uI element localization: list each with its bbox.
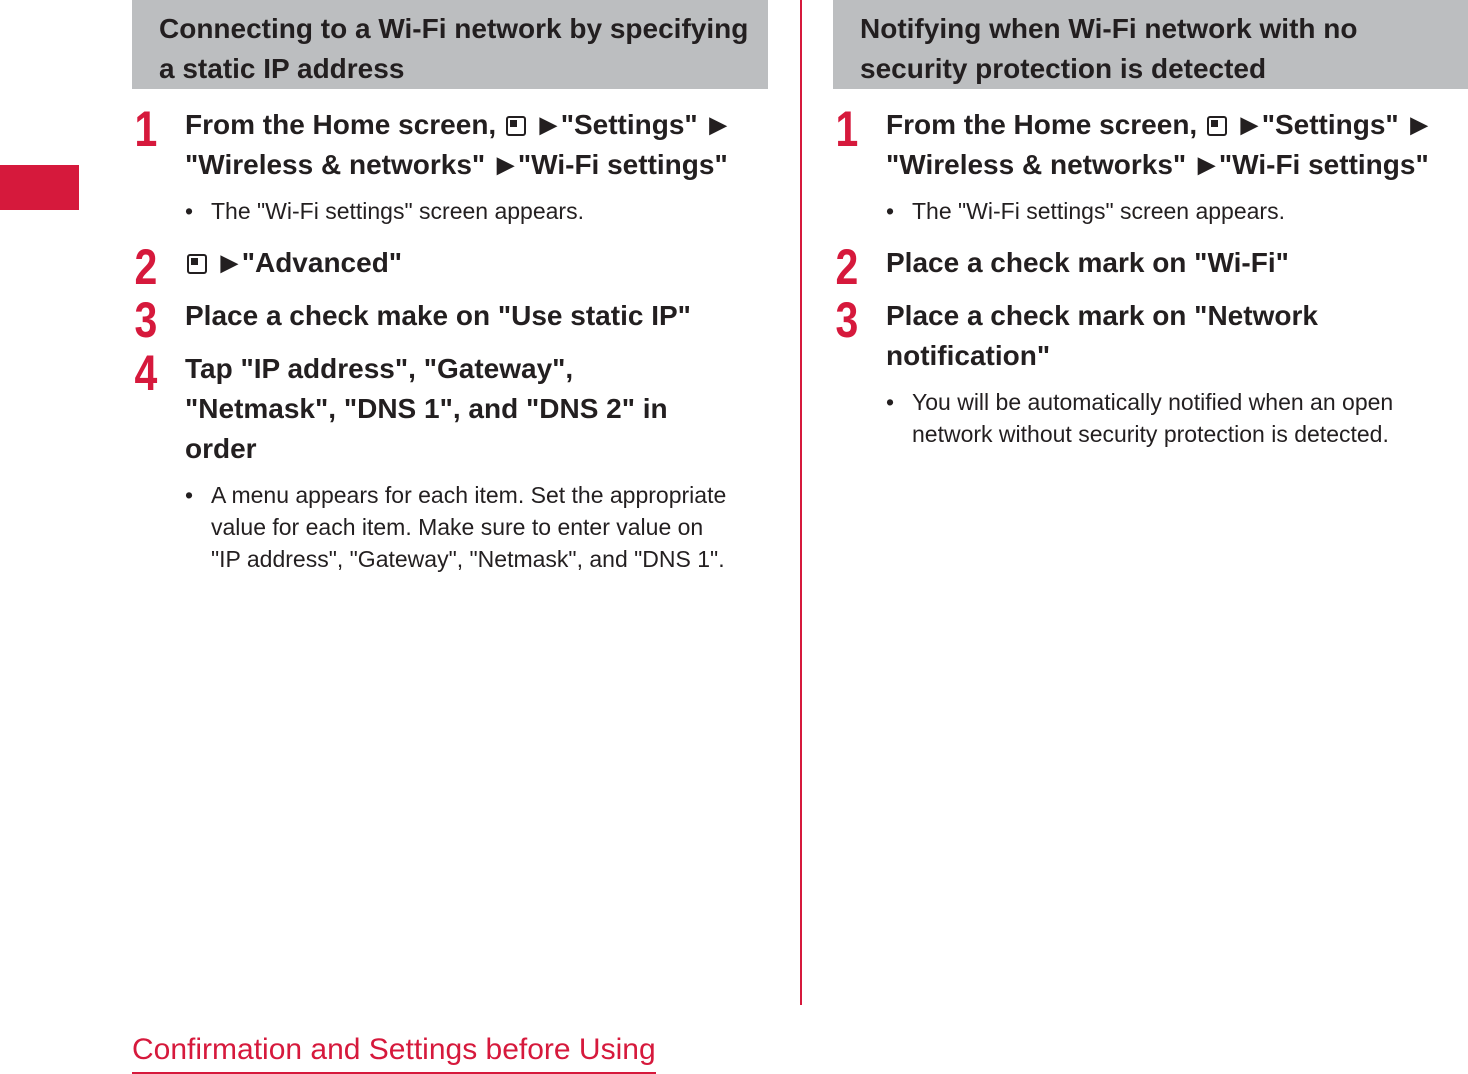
- arrow-icon: ▶: [539, 112, 557, 137]
- arrow-icon: ▶: [1240, 112, 1258, 137]
- step-2-static-ip: [132, 239, 768, 295]
- step-instruction: Tap "IP address", "Gateway", "Netmask", "DNS 1", and "DNS 2" in order: [185, 353, 668, 464]
- note-text: The "Wi-Fi settings" screen appears.: [912, 198, 1285, 224]
- menu-key-icon: [1207, 116, 1227, 136]
- bullet-icon: •: [886, 198, 895, 224]
- step-note: [185, 479, 768, 575]
- step-instruction: [185, 105, 768, 185]
- step-3-static-ip: [132, 292, 768, 348]
- step-instruction: Place a check mark on "Wi-Fi": [886, 247, 1289, 278]
- bullet-icon: •: [185, 482, 194, 508]
- arrow-icon: ▶: [220, 250, 238, 275]
- step-text: "Settings": [560, 109, 698, 140]
- menu-key-icon: [187, 254, 207, 274]
- step-text: "Wi-Fi settings": [1218, 149, 1429, 180]
- section-heading-static-ip: Connecting to a Wi-Fi network by specifying a static IP address: [132, 0, 768, 89]
- arrow-icon: ▶: [1410, 112, 1428, 137]
- step-text: From the Home screen,: [886, 109, 1198, 140]
- step-2-notification: [833, 239, 1468, 295]
- step-text: "Settings": [1261, 109, 1399, 140]
- note-text: A menu appears for each item. Set the appropriate value for each item. Make sure to enter value on "IP address", "Gateway", "Netmask", and "DNS 1".: [211, 482, 727, 572]
- step-text: "Wireless & networks": [185, 149, 486, 180]
- step-number: 1: [134, 101, 158, 157]
- chapter-footer-link[interactable]: Confirmation and Settings before Using: [132, 1030, 656, 1074]
- note-text: You will be automatically notified when an open network without security protection is detected.: [912, 389, 1394, 447]
- step-text: From the Home screen,: [185, 109, 497, 140]
- step-number: 2: [134, 239, 158, 295]
- step-number: 4: [134, 345, 158, 401]
- step-instruction: Place a check mark on "Network notification": [886, 300, 1318, 371]
- arrow-icon: ▶: [496, 152, 514, 177]
- step-number: 2: [835, 239, 859, 295]
- step-3-notification: [833, 292, 1468, 450]
- arrow-icon: ▶: [709, 112, 727, 137]
- step-number: 1: [835, 101, 859, 157]
- step-text: "Advanced": [241, 247, 403, 278]
- step-number: 3: [134, 292, 158, 348]
- note-text: The "Wi-Fi settings" screen appears.: [211, 198, 584, 224]
- step-text: "Wi-Fi settings": [517, 149, 728, 180]
- right-column: [833, 0, 1468, 450]
- step-4-static-ip: [132, 345, 768, 575]
- step-note: [886, 386, 1468, 450]
- step-note: [185, 195, 768, 227]
- step-note: [886, 195, 1468, 227]
- step-text: "Wireless & networks": [886, 149, 1187, 180]
- left-column: [132, 0, 768, 575]
- chapter-tab-marker: [0, 165, 79, 210]
- step-1-static-ip: [132, 101, 768, 227]
- arrow-icon: ▶: [1197, 152, 1215, 177]
- column-divider: [800, 0, 802, 1005]
- menu-key-icon: [506, 116, 526, 136]
- step-number: 3: [835, 292, 859, 348]
- section-heading-security-notification: Notifying when Wi-Fi network with no security protection is detected: [833, 0, 1468, 89]
- step-instruction: [185, 243, 768, 283]
- bullet-icon: •: [886, 389, 895, 415]
- bullet-icon: •: [185, 198, 194, 224]
- step-instruction: Place a check make on "Use static IP": [185, 300, 691, 331]
- step-instruction: [886, 105, 1468, 185]
- step-1-notification: [833, 101, 1468, 227]
